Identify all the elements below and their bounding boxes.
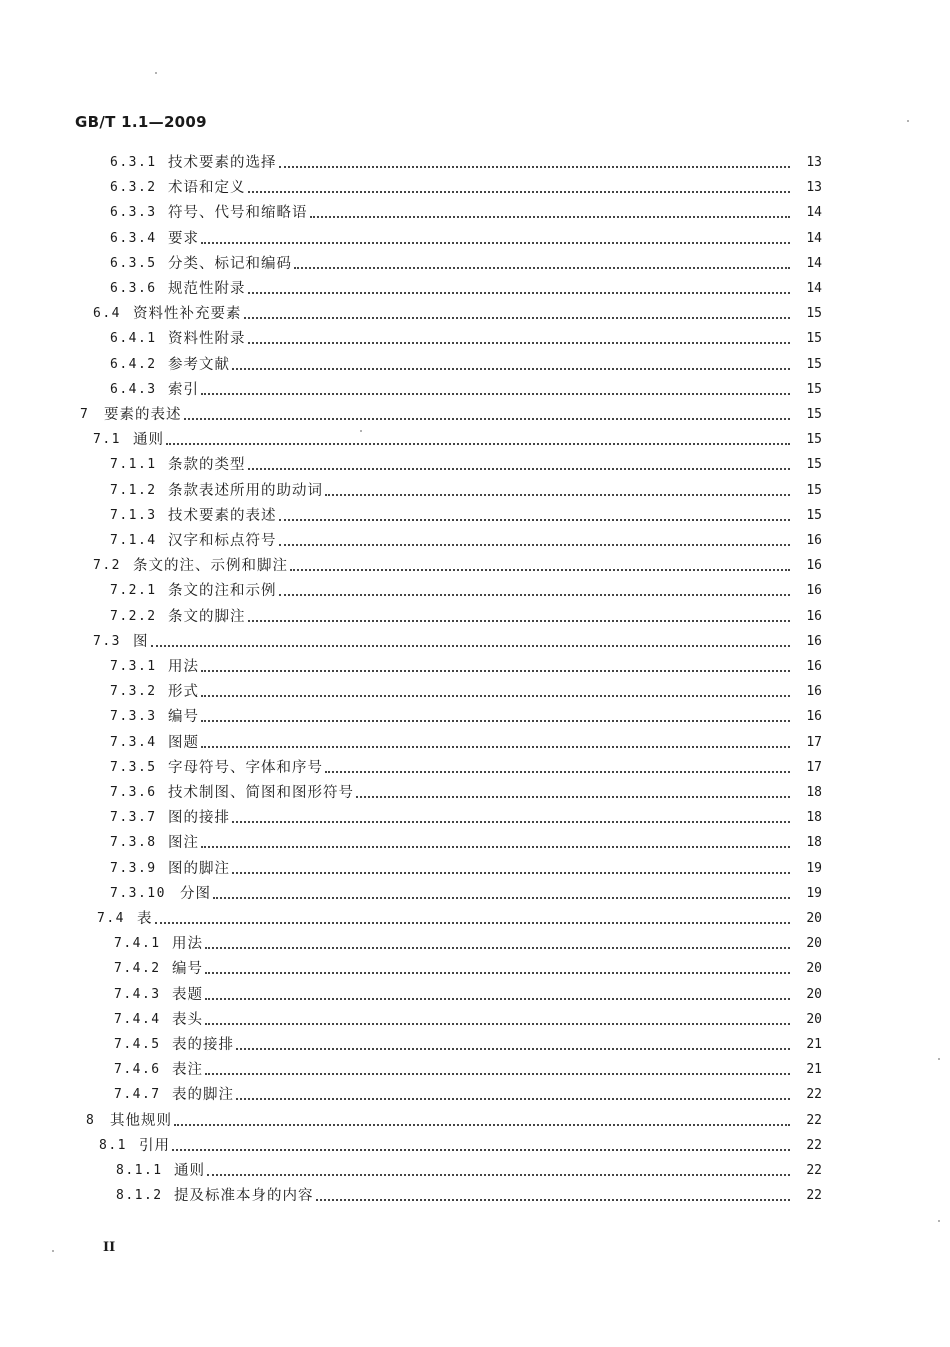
- toc-section-title: 条款表述所用的助动词: [168, 482, 323, 499]
- toc-page-number: 14: [806, 205, 822, 221]
- toc-section-number: 6.4.1: [110, 331, 157, 347]
- toc-entry[interactable]: [114, 1057, 822, 1079]
- toc-page-number: 16: [806, 633, 822, 649]
- toc-section-number: 7.4.4: [114, 1011, 161, 1027]
- toc-leader-dots: [201, 669, 790, 672]
- scan-speck: [938, 1220, 940, 1222]
- toc-leader-dots: [205, 946, 790, 949]
- toc-leader-dots: [205, 1022, 790, 1025]
- toc-section-number: 7.3.9: [110, 860, 157, 876]
- toc-leader-dots: [290, 568, 790, 571]
- toc-leader-dots: [248, 341, 791, 344]
- toc-page-number: 22: [806, 1163, 822, 1178]
- toc-section-title: 表注: [172, 1062, 203, 1079]
- toc-entry[interactable]: [114, 982, 822, 1004]
- toc-entry[interactable]: [114, 1007, 822, 1029]
- toc-section-title: 表的接排: [172, 1037, 234, 1053]
- scan-speck: [907, 120, 909, 122]
- toc-section-number: 7.4.1: [114, 936, 161, 952]
- toc-leader-dots: [207, 1173, 790, 1176]
- toc-entry[interactable]: [93, 553, 822, 575]
- toc-section-title: 通则: [174, 1163, 205, 1179]
- toc-entry[interactable]: [110, 730, 822, 752]
- toc-entry[interactable]: [80, 402, 822, 424]
- toc-section-number: 7.3.6: [110, 785, 157, 800]
- toc-entry[interactable]: [110, 780, 822, 802]
- toc-page-number: 15: [806, 507, 822, 523]
- toc-section-title: 条款的类型: [168, 457, 246, 474]
- toc-page-number: 18: [806, 835, 822, 851]
- toc-leader-dots: [232, 367, 790, 370]
- toc-section-title: 表的脚注: [172, 1087, 234, 1104]
- toc-page-number: 14: [806, 255, 822, 271]
- toc-section-title: 索引: [168, 381, 199, 398]
- toc-entry[interactable]: [110, 150, 822, 172]
- toc-page-number: 22: [806, 1188, 822, 1204]
- toc-section-number: 7.1.1: [110, 457, 157, 473]
- scan-speck: [155, 72, 157, 74]
- toc-leader-dots: [201, 392, 790, 395]
- toc-leader-dots: [151, 644, 791, 647]
- toc-section-title: 资料性附录: [168, 331, 246, 348]
- toc-leader-dots: [248, 467, 791, 470]
- toc-entry[interactable]: [110, 654, 822, 676]
- toc-section-title: 用法: [172, 936, 203, 953]
- toc-page-number: 17: [806, 759, 822, 775]
- toc-leader-dots: [310, 215, 791, 218]
- toc-section-number: 6.3.5: [110, 255, 157, 271]
- toc-leader-dots: [248, 619, 791, 622]
- toc-page-number: 21: [806, 1062, 822, 1078]
- toc-page-number: 16: [806, 709, 822, 725]
- toc-entry[interactable]: [110, 377, 822, 399]
- toc-page-number: 20: [806, 1011, 822, 1027]
- toc-page-number: 16: [806, 608, 822, 624]
- toc-entry[interactable]: [110, 326, 822, 348]
- toc-section-number: 7.1.2: [110, 482, 157, 498]
- toc-entry[interactable]: [110, 251, 822, 273]
- toc-page-number: 16: [806, 583, 822, 599]
- toc-leader-dots: [316, 1198, 791, 1201]
- toc-section-number: 6.3.6: [110, 281, 157, 296]
- toc-page-number: 16: [806, 533, 822, 548]
- toc-section-number: 7.3.4: [110, 734, 157, 750]
- toc-entry[interactable]: [110, 478, 822, 500]
- toc-section-number: 6.4.2: [110, 356, 157, 372]
- toc-leader-dots: [325, 493, 790, 496]
- toc-leader-dots: [279, 543, 791, 546]
- toc-page-number: 22: [806, 1087, 822, 1103]
- toc-section-title: 引用: [139, 1137, 170, 1154]
- toc-section-title: 要素的表述: [104, 407, 182, 423]
- toc-entry[interactable]: [114, 956, 822, 978]
- toc-page-number: 15: [806, 432, 822, 448]
- toc-leader-dots: [166, 442, 790, 445]
- toc-page-number: 14: [806, 281, 822, 296]
- toc-leader-dots: [205, 997, 790, 1000]
- toc-page-number: 20: [806, 936, 822, 952]
- toc-leader-dots: [174, 1123, 790, 1126]
- toc-entry[interactable]: [110, 175, 822, 197]
- toc-leader-dots: [205, 971, 790, 974]
- toc-entry[interactable]: [93, 629, 822, 651]
- toc-entry[interactable]: [110, 528, 822, 550]
- toc-leader-dots: [294, 266, 790, 269]
- toc-section-number: 7.1: [93, 432, 121, 448]
- toc-page-number: 15: [806, 381, 822, 397]
- standard-header: GB/T 1.1—2009: [75, 113, 207, 131]
- toc-section-title: 要求: [168, 230, 199, 247]
- toc-section-title: 字母符号、字体和序号: [168, 759, 323, 776]
- toc-page-number: 22: [806, 1112, 822, 1128]
- toc-leader-dots: [232, 871, 790, 874]
- toc-page-number: 15: [806, 356, 822, 372]
- toc-section-number: 7.4.6: [114, 1062, 161, 1078]
- toc-entry[interactable]: [116, 1158, 822, 1180]
- toc-section-title: 提及标准本身的内容: [174, 1188, 314, 1205]
- toc-entry[interactable]: [110, 704, 822, 726]
- toc-page-number: 18: [806, 785, 822, 800]
- toc-entry[interactable]: [114, 1082, 822, 1104]
- toc-entry[interactable]: [110, 679, 822, 701]
- toc-section-title: 条文的注和示例: [168, 583, 277, 600]
- toc-section-number: 6.3.4: [110, 230, 157, 246]
- toc-section-number: 7.2.2: [110, 608, 157, 624]
- toc-leader-dots: [201, 241, 790, 244]
- toc-section-number: 6.4.3: [110, 381, 157, 397]
- toc-section-number: 7.4.7: [114, 1087, 161, 1103]
- toc-leader-dots: [356, 795, 790, 798]
- toc-page-number: 21: [806, 1037, 822, 1052]
- toc-entry[interactable]: [110, 830, 822, 852]
- toc-section-number: 7.3.10: [110, 885, 166, 901]
- toc-leader-dots: [279, 165, 791, 168]
- toc-page-number: 16: [806, 558, 822, 574]
- scan-speck: [938, 1058, 940, 1060]
- toc-section-title: 规范性附录: [168, 281, 246, 297]
- toc-section-title: 图的接排: [168, 810, 230, 827]
- toc-entry[interactable]: [110, 352, 822, 374]
- toc-section-number: 7: [80, 407, 90, 422]
- toc-section-title: 表: [137, 911, 153, 927]
- toc-page-number: 17: [806, 734, 822, 750]
- toc-section-number: 7.3: [93, 633, 121, 649]
- toc-leader-dots: [155, 921, 791, 924]
- toc-section-number: 7.3.3: [110, 709, 157, 725]
- toc-section-title: 通则: [133, 432, 164, 449]
- toc-leader-dots: [248, 190, 791, 193]
- toc-entry[interactable]: [110, 276, 822, 298]
- toc-section-number: 7.4.5: [114, 1037, 161, 1052]
- toc-section-title: 分图: [180, 885, 211, 902]
- toc-page-number: 19: [806, 885, 822, 901]
- toc-page-number: 20: [806, 961, 822, 977]
- toc-page-number: 19: [806, 860, 822, 876]
- toc-entry[interactable]: [110, 452, 822, 474]
- toc-entry[interactable]: [110, 881, 822, 903]
- toc-section-title: 术语和定义: [168, 180, 246, 197]
- toc-section-title: 编号: [172, 961, 203, 978]
- toc-section-number: 8: [86, 1112, 96, 1128]
- toc-section-title: 表头: [172, 1011, 203, 1028]
- toc-section-number: 7.4.3: [114, 986, 161, 1002]
- toc-section-number: 8.1.1: [116, 1163, 163, 1178]
- toc-page-number: 14: [806, 230, 822, 246]
- toc-leader-dots: [213, 896, 790, 899]
- toc-page-number: 15: [806, 457, 822, 473]
- scan-speck: [360, 430, 362, 432]
- toc-section-title: 符号、代号和缩略语: [168, 205, 308, 222]
- toc-entry[interactable]: [110, 856, 822, 878]
- toc-section-number: 7.1.3: [110, 507, 157, 523]
- toc-page-number: 13: [806, 180, 822, 196]
- toc-section-title: 技术制图、简图和图形符号: [168, 785, 354, 801]
- toc-section-number: 6.3.2: [110, 180, 157, 196]
- toc-section-number: 8.1.2: [116, 1188, 163, 1204]
- scan-speck: [52, 1250, 54, 1252]
- toc-section-number: 7.3.2: [110, 684, 157, 700]
- toc-entry[interactable]: [110, 604, 822, 626]
- toc-page-number: 15: [806, 331, 822, 347]
- toc-leader-dots: [236, 1097, 790, 1100]
- toc-leader-dots: [201, 694, 790, 697]
- toc-leader-dots: [201, 845, 790, 848]
- toc-leader-dots: [184, 417, 791, 420]
- toc-entry[interactable]: [99, 1133, 822, 1155]
- toc-page-number: 15: [806, 407, 822, 422]
- toc-entry[interactable]: [93, 301, 822, 323]
- toc-section-title: 图注: [168, 835, 199, 852]
- toc-entry[interactable]: [116, 1183, 822, 1205]
- toc-section-title: 形式: [168, 684, 199, 701]
- page-number-footer: II: [103, 1240, 116, 1255]
- toc-entry[interactable]: [86, 1108, 822, 1130]
- toc-leader-dots: [201, 719, 790, 722]
- toc-section-number: 7.2: [93, 558, 121, 574]
- toc-page-number: 15: [806, 306, 822, 322]
- toc-entry[interactable]: [110, 503, 822, 525]
- toc-section-number: 6.3.3: [110, 205, 157, 221]
- toc-section-title: 其他规则: [110, 1112, 172, 1129]
- toc-section-title: 资料性补充要素: [133, 306, 242, 323]
- toc-leader-dots: [201, 745, 790, 748]
- toc-page-number: 20: [806, 911, 822, 926]
- toc-entry[interactable]: [114, 931, 822, 953]
- toc-section-title: 技术要素的选择: [168, 155, 277, 171]
- toc-page-number: 22: [806, 1137, 822, 1153]
- toc-entry[interactable]: [110, 805, 822, 827]
- toc-page-number: 15: [806, 482, 822, 498]
- toc-leader-dots: [279, 518, 791, 521]
- toc-page-number: 16: [806, 684, 822, 700]
- toc-leader-dots: [248, 291, 791, 294]
- toc-section-title: 条文的注、示例和脚注: [133, 558, 288, 575]
- toc-entry[interactable]: [93, 427, 822, 449]
- toc-entry[interactable]: [110, 755, 822, 777]
- toc-section-title: 汉字和标点符号: [168, 533, 277, 549]
- toc-section-title: 条文的脚注: [168, 608, 246, 625]
- toc-leader-dots: [236, 1047, 790, 1050]
- toc-leader-dots: [325, 770, 790, 773]
- toc-entry[interactable]: [110, 578, 822, 600]
- toc-section-title: 分类、标记和编码: [168, 255, 292, 272]
- toc-entry[interactable]: [110, 200, 822, 222]
- toc-leader-dots: [172, 1148, 790, 1151]
- toc-section-number: 6.4: [93, 306, 121, 322]
- toc-section-number: 7.3.8: [110, 835, 157, 851]
- toc-leader-dots: [279, 593, 791, 596]
- toc-section-number: 7.3.5: [110, 759, 157, 775]
- toc-page-number: 13: [806, 155, 822, 170]
- toc-section-title: 图题: [168, 734, 199, 751]
- toc-page-number: 20: [806, 986, 822, 1002]
- toc-section-number: 7.4.2: [114, 961, 161, 977]
- toc-leader-dots: [232, 820, 790, 823]
- toc-section-title: 图: [133, 633, 149, 650]
- toc-section-number: 7.3.1: [110, 659, 157, 674]
- toc-section-title: 编号: [168, 709, 199, 726]
- toc-entry[interactable]: [97, 906, 822, 928]
- toc-section-title: 表题: [172, 986, 203, 1003]
- toc-section-number: 7.1.4: [110, 533, 157, 548]
- toc-section-title: 参考文献: [168, 356, 230, 373]
- toc-section-number: 7.4: [97, 911, 125, 926]
- toc-page-number: 18: [806, 810, 822, 826]
- toc-leader-dots: [244, 316, 791, 319]
- toc-section-number: 6.3.1: [110, 155, 157, 170]
- toc-entry[interactable]: [114, 1032, 822, 1054]
- toc-section-number: 7.3.7: [110, 810, 157, 826]
- toc-page-number: 16: [806, 659, 822, 674]
- toc-section-title: 技术要素的表述: [168, 507, 277, 524]
- toc-section-title: 图的脚注: [168, 860, 230, 877]
- toc-section-title: 用法: [168, 659, 199, 675]
- toc-leader-dots: [205, 1072, 790, 1075]
- toc-section-number: 7.2.1: [110, 583, 157, 599]
- toc-entry[interactable]: [110, 226, 822, 248]
- toc-section-number: 8.1: [99, 1137, 127, 1153]
